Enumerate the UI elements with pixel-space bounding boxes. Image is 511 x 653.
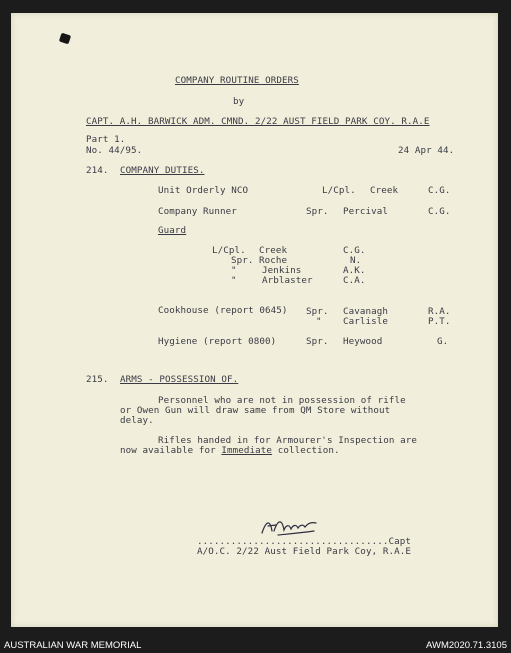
paragraph-line: or Owen Gun will draw same from QM Store without xyxy=(120,405,391,416)
section-215-number: 215. xyxy=(86,374,109,385)
paragraph-line: Personnel who are not in possession of rifle xyxy=(158,395,406,406)
duty-rank: " xyxy=(316,316,322,327)
signature-title: A/O.C. 2/22 Aust Field Park Coy, R.A.E xyxy=(197,546,411,557)
duty-code: C.G. xyxy=(428,206,451,217)
guard-rank: " xyxy=(231,265,237,276)
duty-code: G. xyxy=(437,336,449,347)
paragraph-line xyxy=(120,445,340,456)
document-page xyxy=(11,13,498,627)
duty-rank: L/Cpl. xyxy=(322,185,356,196)
duty-code: P.T. xyxy=(428,316,451,327)
guard-code: A.K. xyxy=(343,265,366,276)
footer-institution: AUSTRALIAN WAR MEMORIAL xyxy=(4,640,142,651)
section-214-number: 214. xyxy=(86,165,109,176)
guard-code: N. xyxy=(350,255,362,266)
guard-name: Arblaster xyxy=(262,275,313,286)
section-214-heading: COMPANY DUTIES. xyxy=(120,165,205,176)
duty-name: Carlisle xyxy=(343,316,389,327)
emphasis-text: Immediate xyxy=(221,445,273,456)
paragraph-line: delay. xyxy=(120,415,154,426)
paragraph-line: Rifles handed in for Armourer's Inspection are xyxy=(158,435,418,446)
duty-name: Heywood xyxy=(343,336,383,347)
duty-label: Cookhouse (report 0645) xyxy=(158,305,288,316)
guard-rank: Spr. xyxy=(231,255,254,266)
duty-rank: Spr. xyxy=(306,306,329,317)
officer-line: CAPT. A.H. BARWICK ADM. CMND. 2/22 AUST FIELD PARK COY. R.A.E xyxy=(86,116,430,127)
guard-code: C.G. xyxy=(343,245,366,256)
duty-code: C.G. xyxy=(428,185,451,196)
duty-label: Hygiene (report 0800) xyxy=(158,336,277,347)
guard-rank: " xyxy=(231,275,237,286)
duty-label: Company Runner xyxy=(158,206,237,217)
by-line: by xyxy=(233,96,245,107)
duty-name: Creek xyxy=(370,185,399,196)
duty-rank: Spr. xyxy=(306,336,329,347)
duty-rank: Spr. xyxy=(306,206,329,217)
guard-name: Jenkins xyxy=(262,265,302,276)
duty-name: Percival xyxy=(343,206,389,217)
guard-rank: L/Cpl. xyxy=(212,245,246,256)
signature-line: ..................................Capt xyxy=(197,536,411,547)
order-number: No. 44/95. xyxy=(86,145,143,156)
duty-name: Cavanagh xyxy=(343,306,389,317)
part-number: Part 1. xyxy=(86,134,126,145)
guard-code: C.A. xyxy=(343,275,366,286)
duty-label: Unit Orderly NCO xyxy=(158,185,249,196)
section-215-heading: ARMS - POSSESSION OF. xyxy=(120,374,239,385)
paragraph-text: collection. xyxy=(272,445,340,456)
guard-name: Roche xyxy=(259,255,288,266)
duty-code: R.A. xyxy=(428,306,451,317)
document-title: COMPANY ROUTINE ORDERS xyxy=(175,75,299,86)
guard-name: Creek xyxy=(259,245,288,256)
guard-heading: Guard xyxy=(158,225,187,236)
footer-accession-number: AWM2020.71.3105 xyxy=(426,640,507,651)
order-date: 24 Apr 44. xyxy=(398,145,455,156)
paragraph-text: now available for xyxy=(120,445,222,456)
